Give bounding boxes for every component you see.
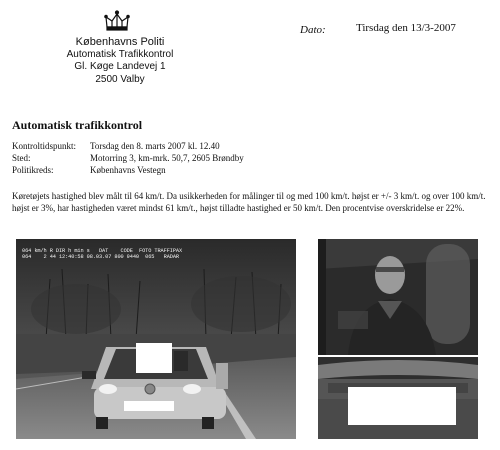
info-row-time	[12, 140, 244, 152]
info-label: Politikreds:	[12, 165, 54, 175]
driver-image	[318, 239, 478, 355]
camera-data-line: 064 km/h R DIR h min s DAT CODE FOTO TRAFFIPAX	[22, 248, 183, 254]
postal-address: 2500 Valby	[95, 73, 145, 85]
sender-address	[40, 36, 200, 86]
car-front-image	[318, 357, 478, 439]
camera-data-overlay	[22, 248, 302, 260]
redacted-plate	[348, 387, 456, 425]
info-value: Københavns Vestegn	[90, 165, 166, 175]
info-row-place	[12, 152, 244, 164]
date-value: Tirsdag den 13/3-2007	[356, 22, 456, 34]
camera-data-line: 064 2 44 12:40:58 08.03.07 800 9440 065 RADAR	[22, 254, 180, 261]
speed-camera-photo	[16, 239, 296, 439]
date-label: Dato:	[300, 24, 326, 36]
crown-icon	[104, 10, 130, 32]
org-name: Københavns Politi	[75, 36, 165, 48]
info-label: Sted:	[12, 153, 31, 163]
info-value: Torsdag den 8. marts 2007 kl. 12.40	[90, 141, 220, 151]
info-label: Kontroltidspunkt:	[12, 141, 77, 151]
info-row-district	[12, 164, 244, 176]
driver-photo	[318, 239, 478, 355]
license-plate-photo	[318, 357, 478, 439]
info-value: Motorring 3, km-mrk. 50,7, 2605 Brøndby	[90, 153, 244, 163]
department-name: Automatisk Trafikkontrol	[66, 48, 174, 60]
street-address: Gl. Køge Landevej 1	[74, 61, 166, 72]
speed-explanation: Køretøjets hastighed blev målt til 64 km/t. Da usikkerheden for målinger til og med 100 km/t. højst er +/- 3 km/t. og over 100 km/t. højst er 3%, har hastigheden været mindst 61 km/t., højst tilladte hastighed er 50 km/t. Den procentvise overskridelse er 22%.	[12, 191, 486, 213]
road-scene-image	[16, 239, 296, 439]
redacted-area	[136, 343, 172, 373]
info-block	[12, 140, 244, 176]
document-title: Automatisk trafikkontrol	[12, 118, 143, 132]
